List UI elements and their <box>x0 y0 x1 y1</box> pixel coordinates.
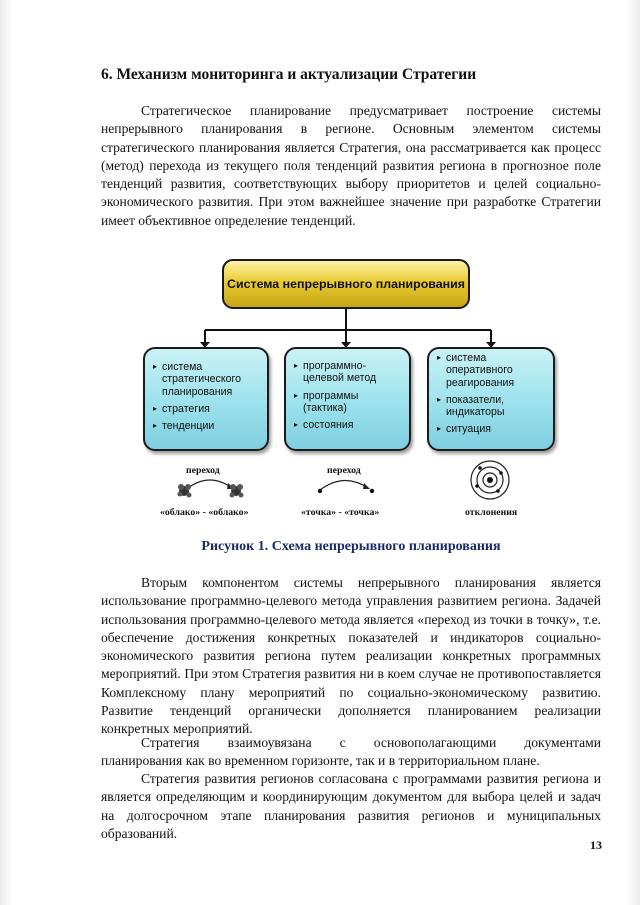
diagram-box-strategic <box>143 347 269 451</box>
top-box-label: Система непрерывного планирования <box>227 276 465 291</box>
diagram-box-program <box>284 347 411 451</box>
diagram-top-box <box>222 259 470 309</box>
transition-label-1: переход <box>186 465 220 476</box>
point-point-caption: «точка» - «точка» <box>301 507 380 518</box>
paragraph-1: Стратегическое планирование предусматривает построение системы непрерывного планирования в регионе. Основным элементом системы стратегического планирования является Стратегия, она рассматривается как процесс (метод) перехода из текущего поля тенденций развития региона в прогнозное поле тенденций развития, соответствующих выбору приоритетов и целей социально-экономического развития. При этом важнейшее значение при разработке Стратегии имеет объективное определение тенденций. <box>101 103 601 228</box>
deviations-icon <box>468 458 512 502</box>
box1-item: ▸ тенденции <box>153 420 261 432</box>
box3-item: ▸ ситуация <box>437 423 547 435</box>
page-number: 13 <box>590 838 602 852</box>
cloud-to-cloud-icon <box>170 474 250 502</box>
box3-item: ▸ система оперативного реагирования <box>437 352 547 389</box>
paragraph-4: Стратегия развития регионов согласована с программами развития региона и является определяющим и координирующим документом для выбора целей и задач на долгосрочном этапе планирования развития регионов и муниципальных образований. <box>101 771 601 841</box>
box2-item: ▸ программы (тактика) <box>294 390 403 415</box>
figure-caption: Рисунок 1. Схема непрерывного планирования <box>201 539 501 554</box>
box2-item: ▸ программно-целевой метод <box>294 360 403 385</box>
paragraph-2: Вторым компонентом системы непрерывного планирования является использование программно-целевого метода управления развитием региона. Задачей использования программно-целевого метода является «переход из точки в точку», т.е. обеспечение достижения конкретных показателей и индикаторов социально-экономического развития региона путем реализации конкретных программных мероприятий. При этом Стратегия развития ни в коем случае не противопоставляется Комплексному плану мероприятий по социально-экономическому развитию. Развитие тенденций органически дополняется планированием реализации конкретных мероприятий. <box>101 575 601 737</box>
box2-item: ▸ состояния <box>294 419 403 431</box>
point-to-point-icon <box>306 474 386 502</box>
box3-item: ▸ показатели, индикаторы <box>437 394 547 419</box>
paragraph-3: Стратегия взаимоувязана с основополагающими документами <box>141 735 601 750</box>
paragraph-3-continuation: планирования как во временном горизонте, так и в территориальном плане. <box>101 753 540 768</box>
box1-item: ▸ стратегия <box>153 403 261 415</box>
transition-label-2: переход <box>327 465 361 476</box>
deviations-caption: отклонения <box>465 507 518 518</box>
section-heading: 6. Механизм мониторинга и актуализации Стратегии <box>101 66 477 83</box>
cloud-cloud-caption: «облако» - «облако» <box>160 507 249 518</box>
diagram-box-operative <box>427 347 555 451</box>
box1-item: ▸ система стратегического планирования <box>153 361 261 398</box>
